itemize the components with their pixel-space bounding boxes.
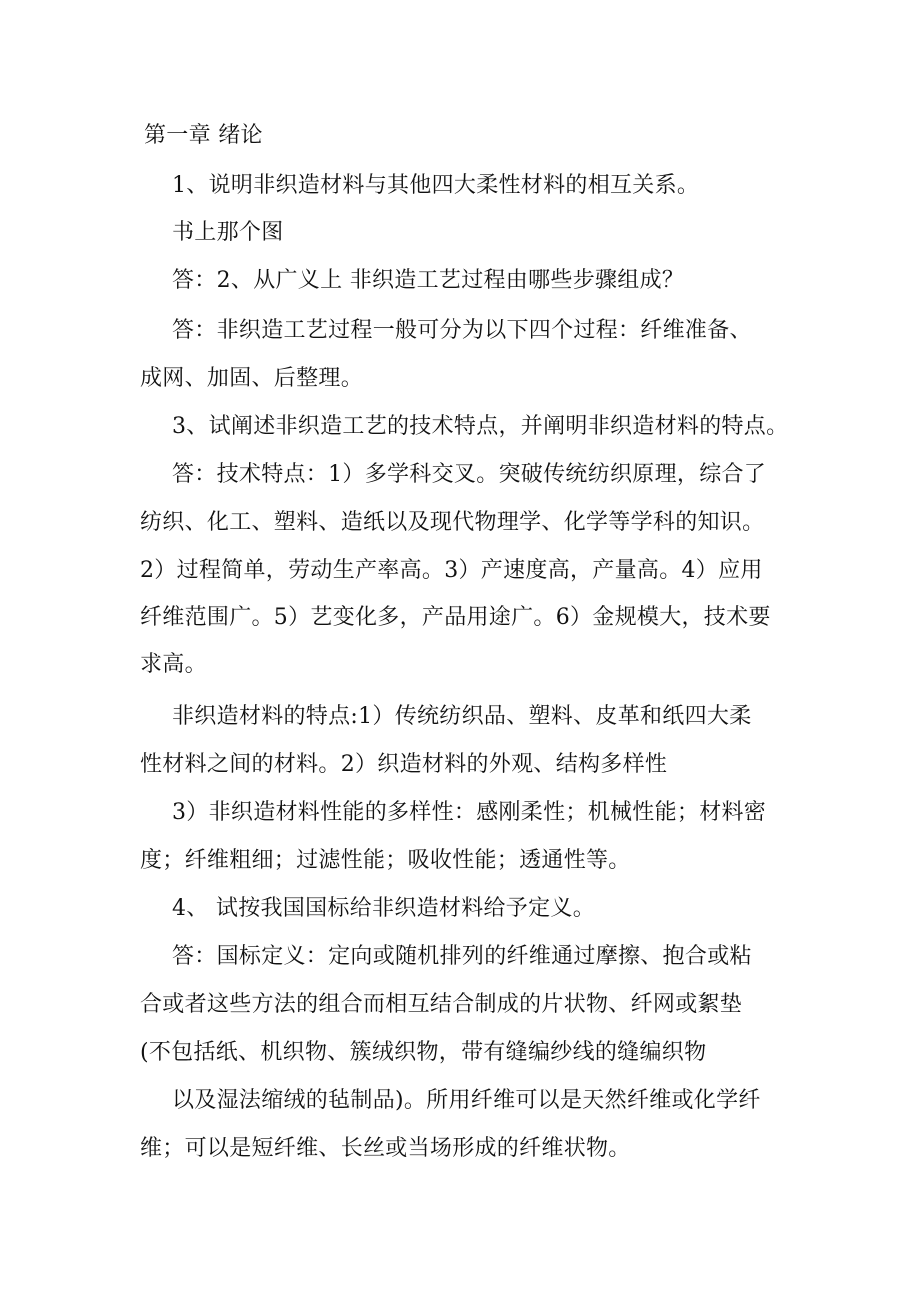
answer-3-line-1: 答：技术特点：1）多学科交叉。突破传统纺织原理，综合了 <box>172 462 767 487</box>
chapter-title: 第一章 绪论 <box>144 123 263 148</box>
answer-1: 书上那个图 <box>172 220 284 245</box>
answer-4-line-2: 合或者这些方法的组合而相互结合制成的片状物、纤网或絮垫 <box>140 992 743 1017</box>
question-1: 1、说明非织造材料与其他四大柔性材料的相互关系。 <box>172 173 700 198</box>
answer-3-line-3: 2）过程简单，劳动生产率高。3）产速度高，产量高。4）应用 <box>140 558 763 583</box>
material-features-line-1: 非织造材料的特点:1）传统纺织品、塑料、皮革和纸四大柔 <box>172 704 752 729</box>
answer-3-line-2: 纺织、化工、塑料、造纸以及现代物理学、化学等学科的知识。 <box>140 510 765 535</box>
question-4: 4、 试按我国国标给非织造材料给予定义。 <box>172 896 595 921</box>
answer-4-line-1: 答：国标定义：定向或随机排列的纤维通过摩擦、抱合或粘 <box>172 944 752 969</box>
question-2: 答：2、从广义上 非织造工艺过程由哪些步骤组成？ <box>172 268 685 293</box>
answer-4-line-4: 以及湿法缩绒的毡制品)。所用纤维可以是天然纤维或化学纤 <box>172 1088 761 1113</box>
answer-3-line-4: 纤维范围广。5）艺变化多，产品用途广。6）金规模大，技术要 <box>140 605 771 630</box>
material-features-line-4: 度；纤维粗细；过滤性能；吸收性能；透通性等。 <box>140 848 631 873</box>
answer-4-line-3: (不包括纸、机织物、簇绒织物，带有缝编纱线的缝编织物 <box>140 1040 707 1065</box>
answer-4-line-5: 维；可以是短纤维、长丝或当场形成的纤维状物。 <box>140 1136 631 1161</box>
material-features-line-2: 性材料之间的材料。2）织造材料的外观、结构多样性 <box>140 752 668 777</box>
answer-2-line-2: 成网、加固、后整理。 <box>140 366 364 391</box>
answer-3-line-5: 求高。 <box>140 652 207 677</box>
answer-2-line-1: 答：非织造工艺过程一般可分为以下四个过程：纤维准备、 <box>172 318 752 343</box>
material-features-line-3: 3）非织造材料性能的多样性：感刚柔性；机械性能；材料密 <box>172 800 767 825</box>
question-3: 3、试阐述非织造工艺的技术特点，并阐明非织造材料的特点。 <box>172 414 789 439</box>
